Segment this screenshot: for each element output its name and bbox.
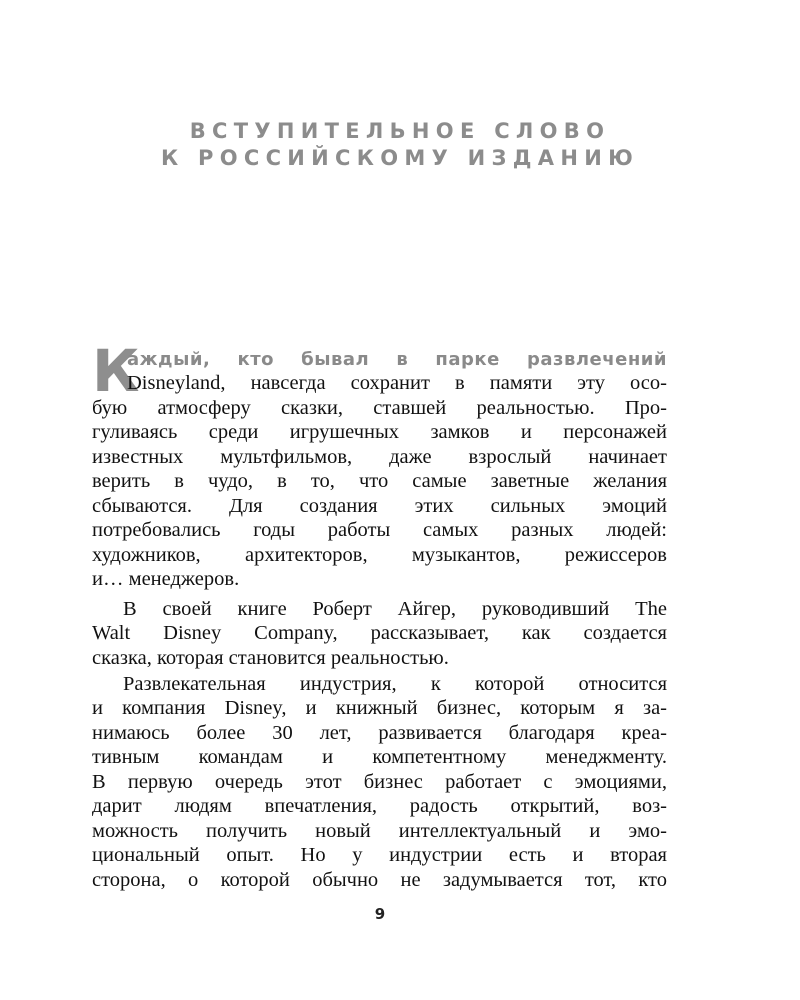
text-line: сбываются. Для создания этих сильных эмоций — [92, 494, 667, 517]
text-line: сторона, о которой обычно не задумывается тот, кто — [92, 868, 667, 891]
text-line: и… менеджеров. — [92, 567, 240, 590]
text-line: Walt Disney Company, рассказывает, как создается — [92, 622, 667, 645]
chapter-title — [60, 118, 740, 172]
text-line: дарит людям впечатления, радость открытий, воз- — [92, 795, 667, 818]
text-line: Развлекательная индустрия, к которой относится — [123, 673, 667, 695]
text-line: В первую очередь этот бизнес работает с эмоциями, — [92, 770, 667, 793]
text-line: известных мультфильмов, даже взрослый начинает — [92, 445, 667, 468]
paragraph-3 — [92, 672, 667, 892]
chapter-title-line-2: К РОССИЙСКОМУ ИЗДАНИЮ — [160, 146, 640, 170]
text-line: Disneyland, навсегда сохранит в памяти эту осо- — [127, 372, 667, 395]
paragraph-2 — [92, 597, 667, 670]
text-line: можность получить новый интеллектуальный и эмо- — [92, 819, 667, 842]
text-line: циональный опыт. Но у индустрии есть и вторая — [92, 844, 667, 867]
text-line: тивным командам и компетентному менеджменту. — [92, 746, 667, 769]
text-line: В своей книге Роберт Айгер, руководивший The — [123, 598, 667, 620]
text-line: сказка, которая становится реальностью. — [92, 646, 449, 669]
page-number: 9 — [374, 905, 386, 923]
lead-in-text: аждый, кто бывал в парке развлечений — [127, 349, 667, 370]
chapter-title-line-1: ВСТУПИТЕЛЬНОЕ СЛОВО — [189, 119, 611, 143]
text-line: верить в чудо, в то, что самые заветные желания — [92, 470, 667, 493]
paragraph-1 — [92, 337, 667, 591]
text-line: и компания Disney, и книжный бизнес, которым я за- — [92, 697, 667, 720]
text-line: потребовались годы работы самых разных людей: — [92, 519, 667, 542]
text-line: художников, архитекторов, музыкантов, режиссеров — [92, 543, 667, 566]
text-line: гуливаясь среди игрушечных замков и персонажей — [92, 421, 667, 444]
text-line: нимаюсь более 30 лет, развивается благодаря креа- — [92, 721, 667, 744]
drop-cap-letter: К — [92, 337, 140, 405]
text-line: бую атмосферу сказки, ставшей реальностью. Про- — [92, 396, 667, 419]
paragraph-1-lead-in-line — [92, 347, 667, 371]
